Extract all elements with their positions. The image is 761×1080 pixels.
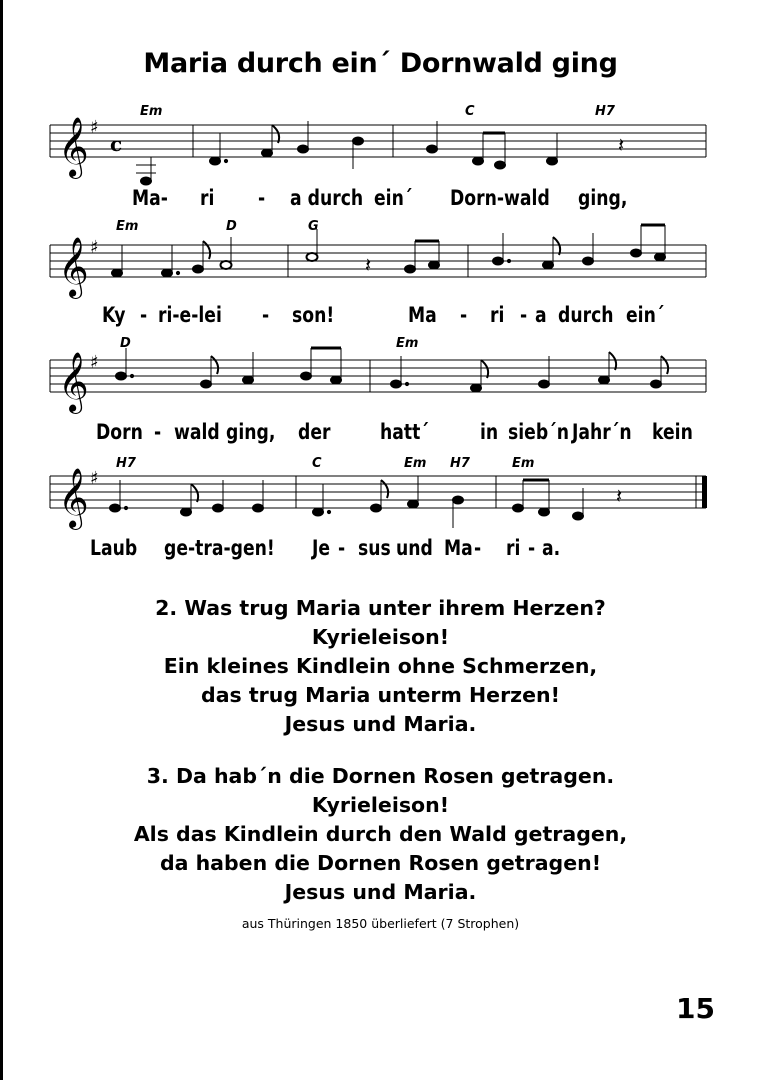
svg-text:c: c	[110, 132, 123, 156]
lyric-syllable: ging,	[226, 420, 276, 444]
verse-line: Jesus und Maria.	[284, 712, 477, 736]
svg-text:♯: ♯	[90, 117, 99, 138]
chord-label: D	[120, 336, 131, 351]
chord-label: Em	[512, 456, 535, 471]
lyric-syllable: ein´	[374, 186, 413, 210]
lyric-syllable: und	[396, 536, 433, 560]
chord-label: Em	[116, 219, 139, 234]
lyric-syllable: ri	[506, 536, 521, 560]
chord-label: C	[465, 104, 475, 119]
lyric-syllable: -	[154, 420, 162, 444]
page-number: 15	[676, 992, 715, 1025]
verse-line: Als das Kindlein durch den Wald getragen,	[133, 822, 628, 846]
lyric-syllable: a.	[542, 536, 561, 560]
svg-text:𝄞: 𝄞	[58, 468, 89, 528]
lyric-syllable: a	[535, 303, 547, 327]
lyric-syllable: wald	[174, 420, 220, 444]
lyric-syllable: -	[474, 536, 482, 560]
lyric-syllable: der	[298, 420, 331, 444]
lyric-syllable: sieb´n	[508, 420, 570, 444]
verse-line: Jesus und Maria.	[284, 880, 477, 904]
lyric-syllable: hatt´	[380, 420, 429, 444]
music-system-2	[40, 215, 720, 335]
lyric-syllable: sus	[358, 536, 391, 560]
lyric-syllable: -	[140, 303, 148, 327]
chord-label: Em	[404, 456, 427, 471]
lyric-syllable: Jahr´n	[572, 420, 632, 444]
lyric-syllable: ri-e-lei	[158, 303, 222, 327]
lyric-syllable: ging,	[578, 186, 628, 210]
chord-label: H7	[595, 104, 615, 119]
verse-line: 2. Was trug Maria unter ihrem Herzen?	[155, 596, 606, 620]
lyric-syllable: in	[480, 420, 499, 444]
lyric-syllable: ge-tra-gen!	[164, 536, 275, 560]
lyric-syllable: kein	[652, 420, 693, 444]
lyric-syllable: ri	[490, 303, 505, 327]
lyric-syllable: -	[338, 536, 346, 560]
lyric-syllable: a durch	[290, 186, 364, 210]
verse-line: Kyrieleison!	[311, 793, 450, 817]
music-system-3	[40, 330, 720, 450]
chord-label: D	[226, 219, 237, 234]
lyric-syllable: Dorn	[96, 420, 143, 444]
source-note: aus Thüringen 1850 überliefert (7 Strophen)	[241, 916, 520, 931]
svg-text:♯: ♯	[90, 352, 99, 373]
chord-label: H7	[116, 456, 136, 471]
svg-text:𝄽: 𝄽	[616, 484, 623, 508]
song-title: Maria durch ein´ Dornwald ging	[143, 48, 618, 79]
lyric-syllable: son!	[292, 303, 335, 327]
lyric-syllable: Ma	[444, 536, 473, 560]
lyric-syllable: Laub	[90, 536, 138, 560]
lyric-syllable: Ma	[408, 303, 437, 327]
chord-label: Em	[140, 104, 163, 119]
lyric-syllable: ein´	[626, 303, 665, 327]
lyric-syllable: -	[258, 186, 266, 210]
svg-text:𝄞: 𝄞	[58, 117, 89, 177]
svg-text:𝄞: 𝄞	[58, 237, 89, 297]
svg-text:𝄽: 𝄽	[365, 253, 372, 277]
svg-text:♯: ♯	[90, 237, 99, 258]
verse-2	[0, 594, 761, 739]
verse-line: 3. Da hab´n die Dornen Rosen getragen.	[146, 764, 615, 788]
lyric-syllable: ri	[200, 186, 215, 210]
chord-label: C	[312, 456, 322, 471]
music-system-4	[40, 446, 720, 566]
verse-line: Kyrieleison!	[311, 625, 450, 649]
lyric-syllable: Ma-	[132, 186, 168, 210]
svg-text:𝄽: 𝄽	[618, 133, 625, 157]
lyric-syllable: -	[460, 303, 468, 327]
svg-text:𝄞: 𝄞	[58, 352, 89, 412]
lyric-syllable: -	[528, 536, 536, 560]
chord-label: Em	[396, 336, 419, 351]
svg-text:♯: ♯	[90, 468, 99, 489]
verse-line: da haben die Dornen Rosen getragen!	[159, 851, 602, 875]
verse-line: das trug Maria unterm Herzen!	[201, 683, 560, 707]
chord-label: G	[308, 219, 319, 234]
verse-3	[0, 762, 761, 907]
lyric-syllable: -	[520, 303, 528, 327]
lyric-syllable: durch	[558, 303, 614, 327]
lyric-syllable: Ky	[102, 303, 126, 327]
lyric-syllable: Je	[312, 536, 331, 560]
verse-line: Ein kleines Kindlein ohne Schmerzen,	[163, 654, 598, 678]
lyric-syllable: Dorn-wald	[450, 186, 550, 210]
chord-label: H7	[450, 456, 470, 471]
lyric-syllable: -	[262, 303, 270, 327]
music-system-1	[40, 100, 720, 220]
